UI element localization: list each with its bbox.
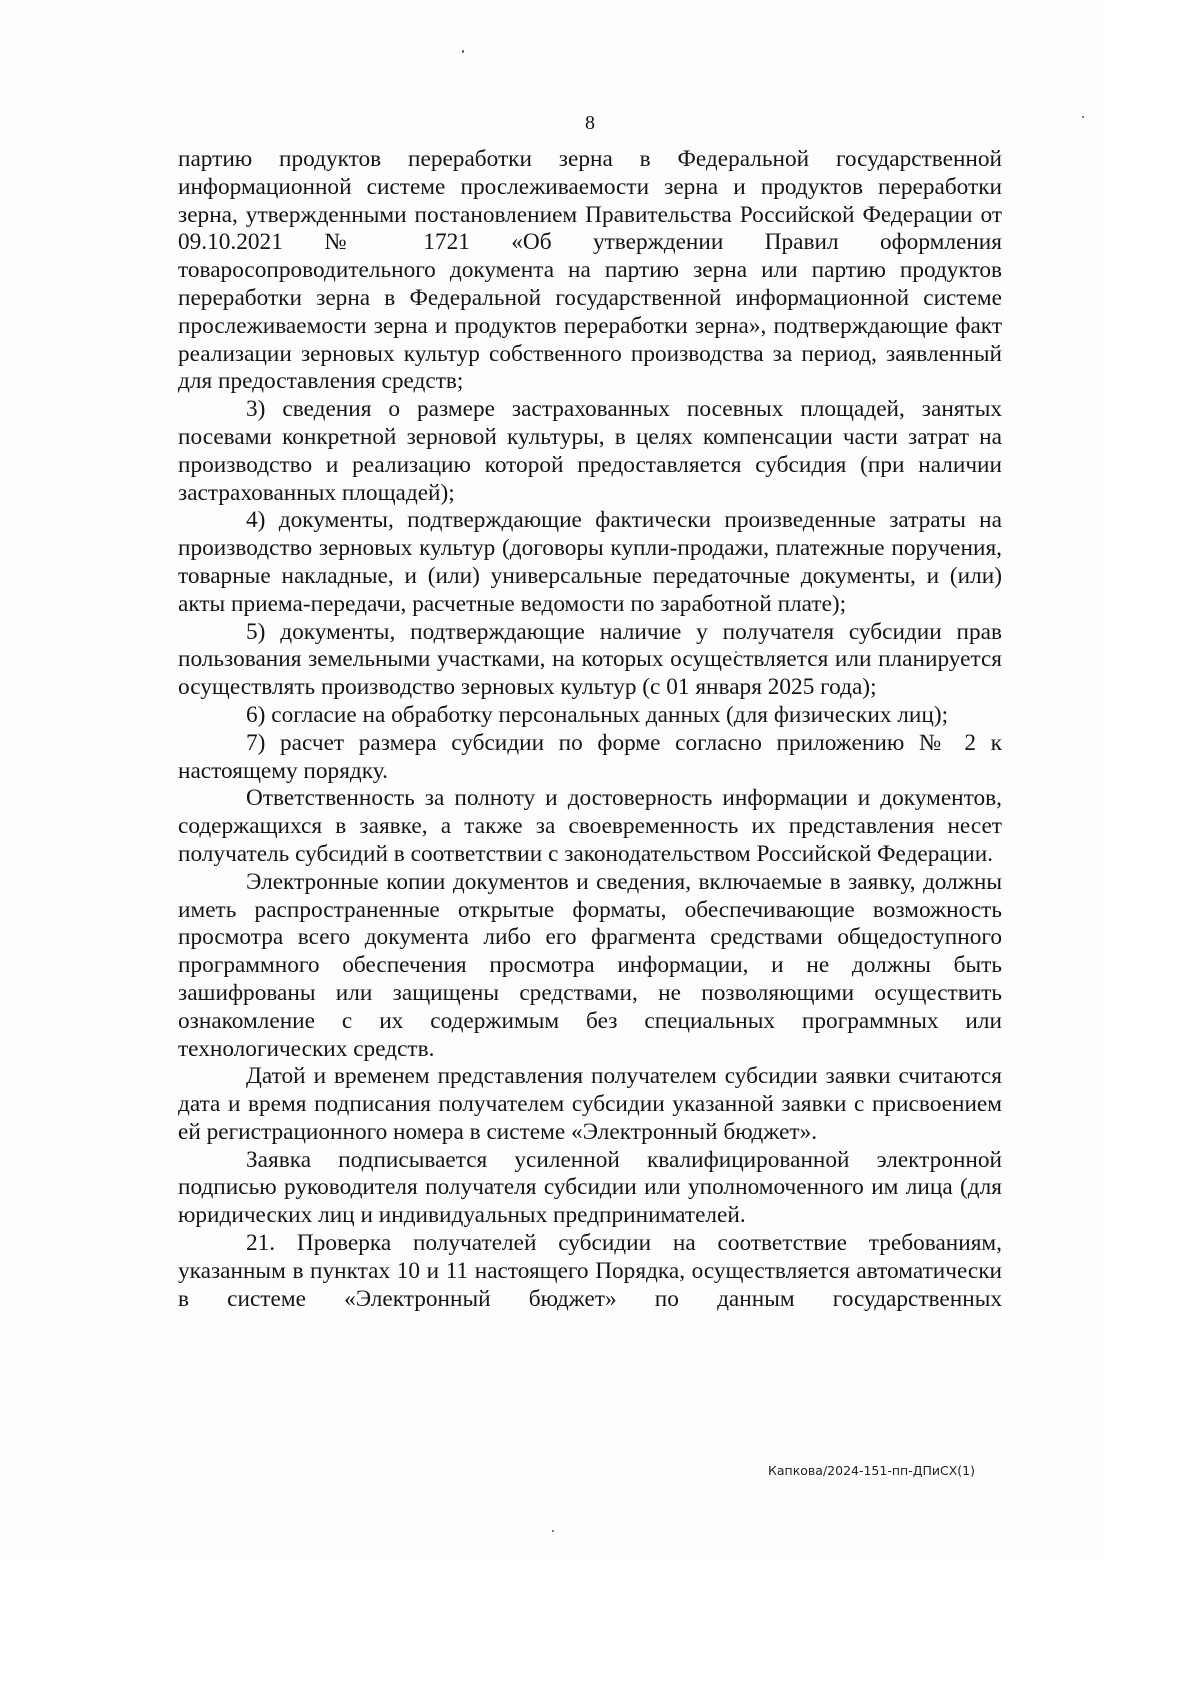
list-item-6: 6) согласие на обработку персональных данных (для физических лиц); [246,701,949,728]
scan-speck [462,50,464,53]
scan-speck [552,1530,554,1532]
paragraph-submission-date: Датой и временем представления получателем субсидии заявки считаются дата и время подписания получателем субсидии указанной заявки с присвоением ей регистрационного номера в системе «Электронный бюджет». [178,1063,1002,1145]
list-item-4: 4) документы, подтверждающие фактически произведенные затраты на производство зерновых культур (договоры купли-продажи, платежные поручения, товарные накладные, и (или) универсальные передаточные документы, и (или) акты приема-передачи, расчетные ведомости по заработной плате); [178,507,1002,617]
paragraph-electronic-copies: Электронные копии документов и сведения, включаемые в заявку, должны иметь распространенные открытые форматы, обеспечивающие возможность просмотра всего документа либо его фрагмента средствами общедоступного программного обеспечения просмотра информации, и не должны быть зашифрованы или защищены средствами, не позволяющими осуществить ознакомление с их содержимым без специальных программных или технологических средств. [178,868,1002,1062]
paragraph-item-21: 21. Проверка получателей субсидии на соответствие требованиям, указанным в пунктах 10 и 11 настоящего Порядка, осуществляется автоматически в системе «Электронный бюджет» по данным государственных [178,1230,1002,1312]
paragraph-continuation: партию продуктов переработки зерна в Федеральной государственной информационной системе прослеживаемости зерна и продуктов переработки зерна, утвержденными постановлением Правительства Российской Федерации от 09.10.2021 № 1721 «Об утверждении Правил оформления товаросопроводительного документа на партию зерна или партию продуктов переработки зерна в Федеральной государственной информационной системе прослеживаемости зерна и продуктов переработки зерна», подтверждающие факт реализации зерновых культур собственного производства за период, заявленный для предоставления средств; [178,146,1002,395]
document-body [178,146,1002,1313]
list-item-5: 5) документы, подтверждающие наличие у получателя субсидии прав пользования земельными участками, на которых осуществляется или планируется осуществлять производство зерновых культур (с 01 января 2025 года); [178,618,1002,701]
page-number: 8 [585,112,595,134]
paragraph-signature: Заявка подписывается усиленной квалифицированной электронной подписью руководителя получателя субсидии или уполномоченного им лица (для юридических лиц и индивидуальных предпринимателей. [178,1146,1002,1229]
list-item-7: 7) расчет размера субсидии по форме согласно приложению № 2 к настоящему порядку. [178,729,1002,784]
document-code: Капкова/2024-151-пп-ДПиСХ(1) [768,1463,975,1478]
list-item-3: 3) сведения о размере застрахованных посевных площадей, занятых посевами конкретной зерновой культуры, в целях компенсации части затрат на производство и реализацию которой предоставляется субсидия (при наличии застрахованных площадей); [178,396,1002,506]
paragraph-responsibility: Ответственность за полноту и достоверность информации и документов, содержащихся в заявке, а также за своевременность их представления несет получатель субсидий в соответствии с законодательством Российской Федерации. [178,785,1002,867]
